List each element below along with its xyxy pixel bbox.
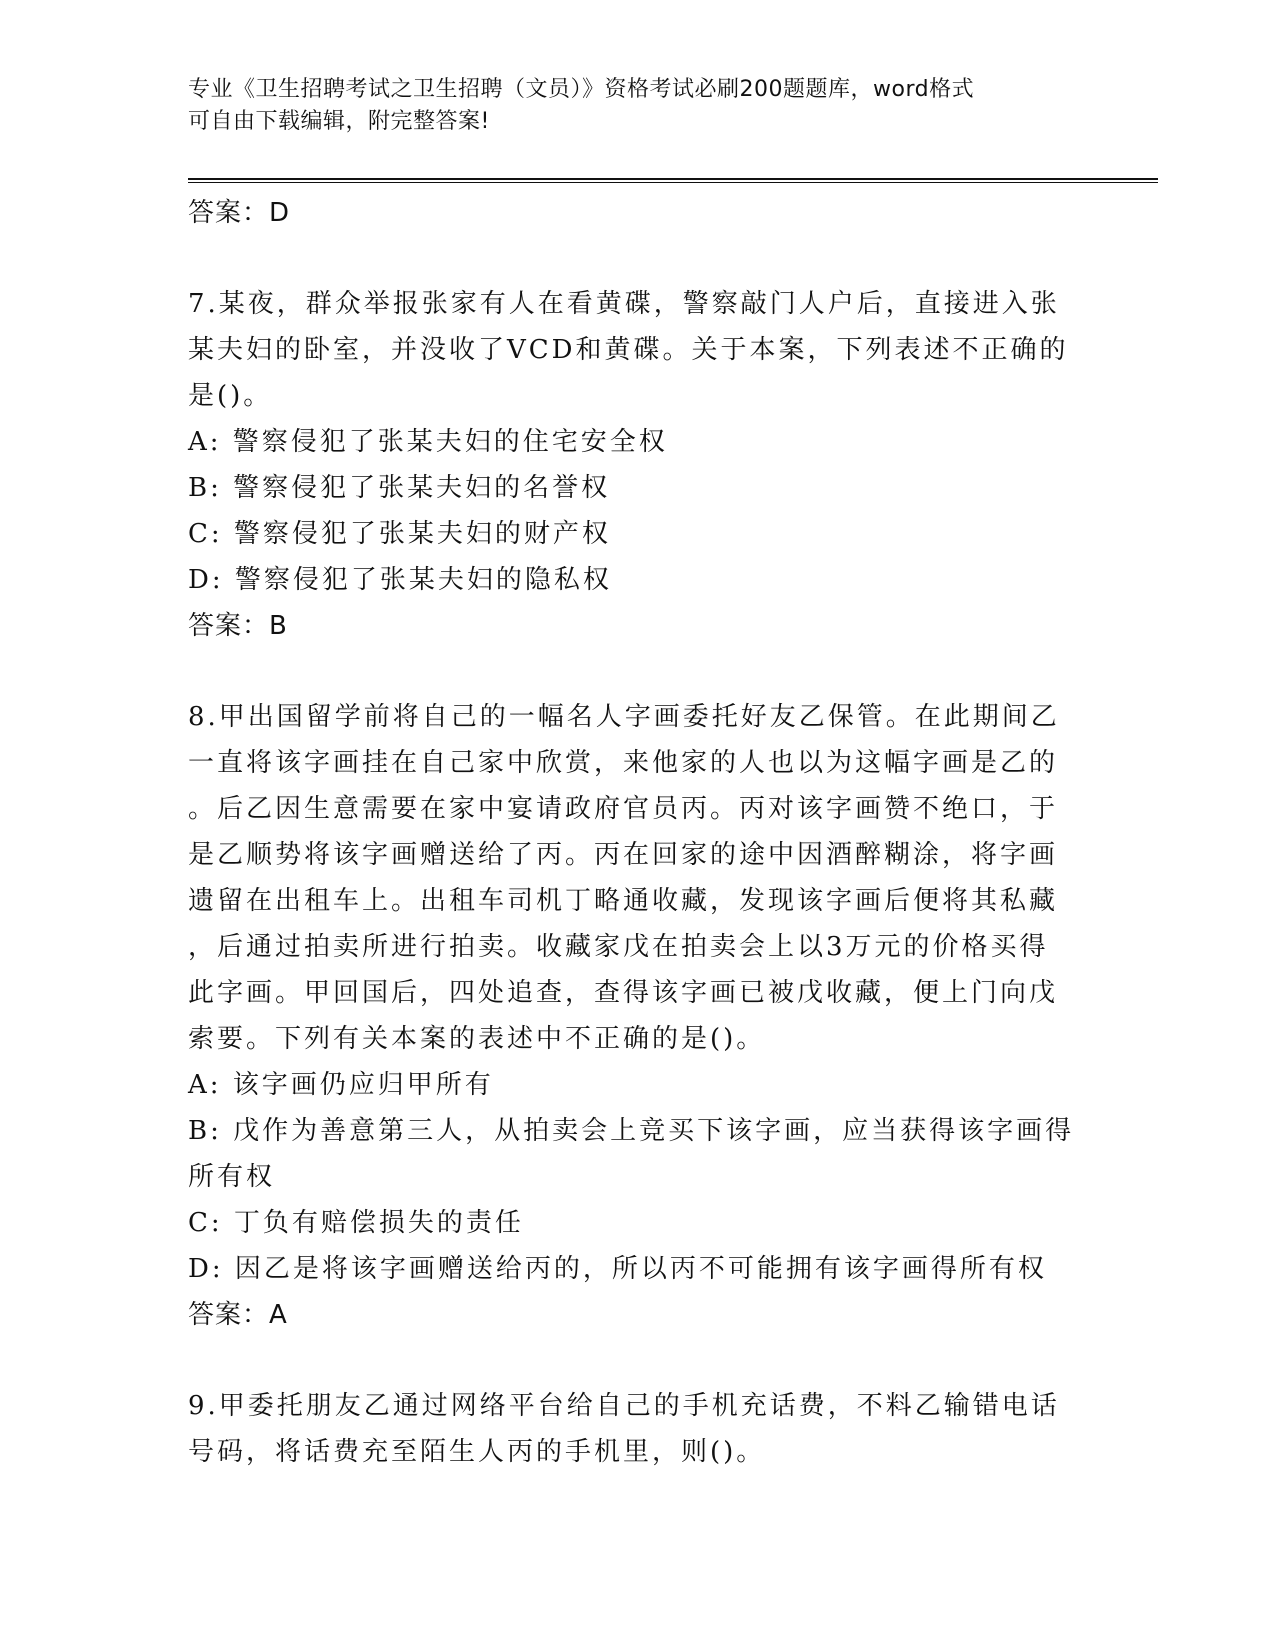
question-7-option-b: B: 警察侵犯了张某夫妇的名誉权 (188, 473, 611, 503)
question-7-option-a: A: 警察侵犯了张某夫妇的住宅安全权 (188, 427, 668, 457)
question-8-option-b: B: 戊作为善意第三人，从拍卖会上竞买下该字画，应当获得该字画得 (188, 1116, 1075, 1146)
question-8-answer: 答案：A (188, 1300, 288, 1330)
question-8-line-8: 索要。下列有关本案的表述中不正确的是()。 (188, 1024, 766, 1054)
question-8-line-7: 此字画。甲回国后，四处追查，查得该字画已被戊收藏，便上门向戊 (188, 978, 1059, 1008)
header-line-2: 可自由下载编辑，附完整答案! (188, 109, 490, 134)
question-8-line-5: 遗留在出租车上。出租车司机丁略通收藏，发现该字画后便将其私藏 (188, 886, 1059, 916)
question-8-line-2: 一直将该字画挂在自己家中欣赏，来他家的人也以为这幅字画是乙的 (188, 748, 1059, 778)
question-content (188, 190, 1088, 1475)
question-8-line-4: 是乙顺势将该字画赠送给了丙。丙在回家的途中因酒醉糊涂，将字画 (188, 840, 1059, 870)
question-7-answer: 答案：B (188, 611, 288, 641)
header-divider (188, 178, 1158, 183)
question-8-line-1: 8.甲出国留学前将自己的一幅名人字画委托好友乙保管。在此期间乙 (188, 702, 1060, 732)
question-9-line-1: 9.甲委托朋友乙通过网络平台给自己的手机充话费，不料乙输错电话 (188, 1391, 1060, 1421)
question-8-line-6: ，后通过拍卖所进行拍卖。收藏家戊在拍卖会上以3万元的价格买得 (188, 932, 1049, 962)
question-7-line-2: 某夫妇的卧室，并没收了VCD和黄碟。关于本案，下列表述不正确的 (188, 335, 1069, 365)
question-8-option-c: C: 丁负有赔偿损失的责任 (188, 1208, 524, 1238)
question-7-option-c: C: 警察侵犯了张某夫妇的财产权 (188, 519, 611, 549)
question-7-line-1: 7.某夜，群众举报张家有人在看黄碟，警察敲门人户后，直接进入张 (188, 289, 1060, 319)
document-header (188, 74, 1088, 138)
question-7 (188, 281, 1088, 649)
question-7-line-3: 是()。 (188, 381, 273, 411)
question-8-option-b-cont: 所有权 (188, 1162, 276, 1192)
question-8-line-3: 。后乙因生意需要在家中宴请政府官员丙。丙对该字画赞不绝口，于 (188, 794, 1059, 824)
question-8-option-a: A: 该字画仍应归甲所有 (188, 1070, 494, 1100)
question-9-line-2: 号码，将话费充至陌生人丙的手机里，则()。 (188, 1437, 766, 1467)
question-8-option-d: D: 因乙是将该字画赠送给丙的，所以丙不可能拥有该字画得所有权 (188, 1254, 1047, 1284)
previous-answer: 答案：D (188, 198, 291, 228)
header-line-1: 专业《卫生招聘考试之卫生招聘（文员）》资格考试必刷200题题库，word格式 (188, 77, 975, 102)
question-9 (188, 1383, 1088, 1475)
question-8 (188, 694, 1088, 1338)
question-7-option-d: D: 警察侵犯了张某夫妇的隐私权 (188, 565, 612, 595)
